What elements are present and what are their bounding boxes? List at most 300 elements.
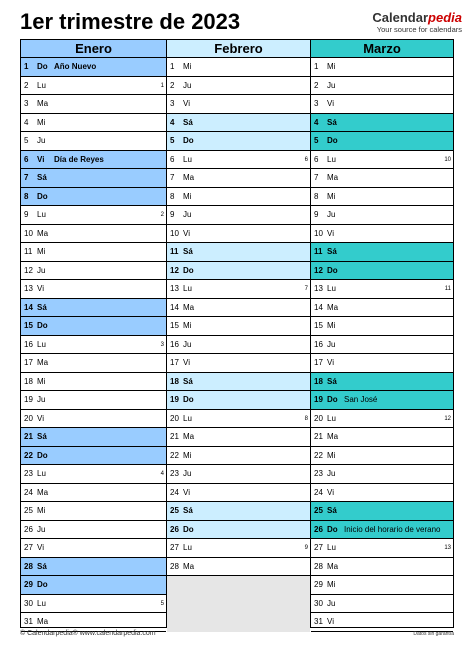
event-label: Día de Reyes: [54, 154, 104, 164]
weekday-label: Do: [37, 450, 48, 460]
day-number: 10: [170, 228, 179, 238]
day-number: 8: [24, 191, 29, 201]
day-number: 6: [24, 154, 29, 164]
logo-brand-part1: Calendar: [372, 10, 429, 25]
day-row: [311, 336, 453, 355]
day-row: [21, 299, 166, 318]
day-number: 2: [24, 80, 29, 90]
day-row: [311, 95, 453, 114]
logo-brand: [372, 10, 462, 25]
day-number: 10: [24, 228, 33, 238]
weekday-label: Lu: [37, 339, 46, 349]
day-row: [311, 206, 453, 225]
day-number: 12: [24, 265, 33, 275]
weekday-label: Vi: [327, 358, 334, 367]
day-row: [21, 114, 166, 133]
day-row: [21, 576, 166, 595]
day-row: [167, 336, 310, 355]
day-number: 8: [170, 191, 175, 201]
week-number: 7: [304, 286, 308, 292]
day-number: 20: [314, 413, 323, 423]
weekday-label: Mi: [327, 62, 336, 71]
week-number: 8: [304, 415, 308, 422]
day-row: [21, 410, 166, 429]
day-number: 3: [170, 99, 175, 108]
day-number: 28: [314, 561, 323, 571]
day-row: [311, 576, 453, 595]
weekday-label: Mi: [327, 580, 336, 589]
weekday-label: Vi: [37, 284, 44, 293]
weekday-label: Mi: [183, 191, 192, 201]
day-number: 29: [24, 580, 33, 589]
weekday-label: Do: [327, 395, 338, 404]
empty-days-filler: [167, 576, 310, 632]
day-row: [21, 317, 166, 336]
day-number: 4: [314, 117, 319, 127]
weekday-label: Vi: [183, 99, 190, 108]
day-row: [167, 539, 310, 558]
day-number: 18: [170, 376, 179, 386]
day-row: [167, 280, 310, 299]
day-row: [167, 299, 310, 318]
day-number: 18: [24, 376, 33, 386]
day-row: [311, 243, 453, 262]
day-row: [167, 132, 310, 151]
day-row: [21, 447, 166, 466]
weekday-label: Do: [183, 265, 194, 275]
weekday-label: Mi: [37, 506, 46, 515]
weekday-label: Ma: [327, 432, 339, 441]
day-row: [21, 280, 166, 299]
day-number: 24: [314, 487, 323, 497]
day-row: [21, 206, 166, 225]
day-row: [311, 502, 453, 521]
weekday-label: Sá: [183, 117, 193, 127]
day-row: [21, 391, 166, 410]
weekday-label: Sá: [327, 247, 337, 256]
day-row: [21, 595, 166, 614]
day-row: [311, 262, 453, 281]
week-number: 6: [304, 156, 308, 163]
day-row: [167, 317, 310, 336]
day-number: 4: [24, 117, 29, 127]
day-row: [311, 465, 453, 484]
weekday-label: Vi: [37, 154, 45, 164]
day-row: [311, 521, 453, 540]
weekday-label: Do: [37, 580, 48, 589]
day-number: 26: [24, 524, 33, 534]
day-number: 21: [314, 432, 323, 441]
week-number: 5: [160, 600, 164, 607]
day-number: 25: [170, 506, 179, 515]
day-row: [167, 151, 310, 170]
weekday-label: Vi: [183, 358, 190, 367]
day-row: [21, 428, 166, 447]
weekday-label: Vi: [183, 487, 190, 497]
day-row: [21, 243, 166, 262]
month-column-febrero: [166, 40, 310, 627]
day-row: [21, 521, 166, 540]
day-number: 1: [24, 62, 29, 71]
weekday-label: Mi: [327, 450, 336, 460]
day-number: 21: [24, 432, 33, 441]
day-number: 17: [314, 358, 323, 367]
day-number: 19: [24, 395, 33, 404]
day-number: 3: [24, 99, 29, 108]
weekday-label: Vi: [327, 99, 334, 108]
calendar-grid: [20, 39, 454, 628]
day-row: [21, 354, 166, 373]
day-number: 19: [170, 395, 179, 404]
day-number: 26: [314, 524, 323, 534]
day-row: [21, 558, 166, 577]
weekday-label: Ma: [37, 617, 49, 626]
day-row: [167, 169, 310, 188]
day-row: [311, 188, 453, 207]
weekday-label: Lu: [327, 543, 336, 552]
day-row: [311, 539, 453, 558]
day-row: [311, 280, 453, 299]
day-row: [21, 484, 166, 503]
day-number: 22: [24, 450, 33, 460]
day-row: [311, 428, 453, 447]
day-row: [167, 243, 310, 262]
week-number: 1: [160, 82, 164, 89]
weekday-label: Mi: [183, 450, 192, 460]
day-number: 17: [24, 358, 33, 367]
weekday-label: Mi: [37, 117, 46, 127]
weekday-label: Do: [183, 395, 194, 404]
week-number: 3: [160, 341, 164, 348]
day-number: 24: [170, 487, 179, 497]
day-number: 24: [24, 487, 33, 497]
weekday-label: Lu: [327, 284, 336, 293]
day-number: 2: [314, 80, 319, 90]
day-number: 21: [170, 432, 179, 441]
weekday-label: Vi: [327, 228, 334, 238]
day-number: 31: [314, 617, 323, 626]
day-row: [167, 502, 310, 521]
day-row: [167, 428, 310, 447]
weekday-label: Do: [327, 136, 338, 145]
day-row: [311, 77, 453, 96]
day-row: [21, 373, 166, 392]
weekday-label: Lu: [37, 210, 46, 219]
weekday-label: Lu: [37, 469, 46, 478]
day-number: 5: [24, 136, 29, 145]
day-number: 30: [314, 598, 323, 608]
day-number: 6: [170, 154, 175, 164]
day-row: [167, 521, 310, 540]
day-row: [21, 225, 166, 244]
weekday-label: Sá: [37, 173, 47, 182]
day-number: 19: [314, 395, 323, 404]
day-number: 31: [24, 617, 33, 626]
day-row: [21, 77, 166, 96]
day-number: 28: [24, 561, 33, 571]
weekday-label: Ma: [37, 99, 49, 108]
weekday-label: Lu: [327, 413, 336, 423]
weekday-label: Ma: [327, 173, 339, 182]
weekday-label: Ju: [327, 339, 336, 349]
day-row: [311, 595, 453, 614]
day-number: 23: [170, 469, 179, 478]
weekday-label: Do: [327, 524, 338, 534]
weekday-label: Mi: [327, 321, 336, 330]
weekday-label: Do: [37, 321, 48, 330]
weekday-label: Sá: [183, 376, 193, 386]
day-number: 4: [170, 117, 175, 127]
day-number: 26: [170, 524, 179, 534]
weekday-label: Lu: [183, 413, 192, 423]
weekday-label: Sá: [327, 506, 337, 515]
weekday-label: Ma: [37, 487, 49, 497]
day-row: [167, 262, 310, 281]
day-number: 15: [170, 321, 179, 330]
week-number: 4: [160, 471, 164, 477]
day-number: 7: [170, 173, 175, 182]
day-row: [21, 539, 166, 558]
day-row: [167, 188, 310, 207]
day-row: [21, 613, 166, 632]
weekday-label: Ma: [37, 228, 49, 238]
weekday-label: Ju: [37, 524, 46, 534]
weekday-label: Ju: [327, 598, 336, 608]
day-row: [167, 447, 310, 466]
weekday-label: Sá: [327, 117, 337, 127]
day-row: [311, 613, 453, 632]
day-row: [21, 465, 166, 484]
day-number: 18: [314, 376, 323, 386]
day-number: 1: [314, 62, 319, 71]
weekday-label: Ju: [327, 469, 336, 478]
weekday-label: Ju: [327, 80, 336, 90]
day-number: 11: [24, 247, 33, 256]
weekday-label: Sá: [37, 302, 47, 312]
week-number: 9: [304, 545, 308, 551]
day-row: [311, 558, 453, 577]
day-row: [21, 336, 166, 355]
day-number: 6: [314, 154, 319, 164]
day-number: 23: [314, 469, 323, 478]
month-header: Enero: [21, 40, 166, 58]
day-number: 22: [314, 450, 323, 460]
day-row: [311, 58, 453, 77]
event-label: Año Nuevo: [54, 62, 97, 71]
day-number: 5: [314, 136, 319, 145]
day-row: [311, 410, 453, 429]
weekday-label: Ma: [183, 561, 195, 571]
day-number: 28: [170, 561, 179, 571]
day-number: 5: [170, 136, 175, 145]
day-row: [311, 373, 453, 392]
day-row: [311, 391, 453, 410]
weekday-label: Vi: [37, 413, 44, 423]
day-row: [21, 502, 166, 521]
day-row: [21, 58, 166, 77]
day-number: 13: [314, 284, 323, 293]
day-number: 7: [24, 173, 29, 182]
weekday-label: Ju: [183, 339, 192, 349]
calendarpedia-logo: [372, 10, 462, 34]
day-number: 16: [24, 339, 33, 349]
day-number: 22: [170, 450, 179, 460]
day-number: 3: [314, 99, 319, 108]
day-row: [21, 151, 166, 170]
weekday-label: Lu: [327, 154, 336, 164]
day-row: [21, 169, 166, 188]
weekday-label: Ma: [183, 173, 195, 182]
weekday-label: Ju: [37, 136, 46, 145]
weekday-label: Mi: [183, 62, 192, 71]
day-row: [311, 484, 453, 503]
weekday-label: Ju: [327, 210, 336, 219]
day-row: [311, 151, 453, 170]
logo-brand-part2: pedia: [428, 10, 462, 25]
day-number: 23: [24, 469, 33, 478]
month-column-enero: [21, 40, 166, 627]
weekday-label: Lu: [37, 598, 46, 608]
day-row: [167, 410, 310, 429]
day-row: [167, 77, 310, 96]
weekday-label: Ma: [183, 432, 195, 441]
day-number: 11: [170, 247, 179, 256]
weekday-label: Ju: [183, 469, 192, 478]
day-row: [167, 58, 310, 77]
day-number: 7: [314, 173, 319, 182]
day-number: 9: [24, 210, 29, 219]
day-row: [21, 262, 166, 281]
day-number: 20: [24, 413, 33, 423]
day-row: [167, 484, 310, 503]
day-number: 16: [170, 339, 179, 349]
day-number: 12: [314, 265, 323, 275]
weekday-label: Do: [183, 136, 194, 145]
logo-tagline: Your source for calendars: [376, 25, 462, 34]
day-number: 9: [314, 210, 319, 219]
day-number: 14: [314, 302, 323, 312]
weekday-label: Do: [327, 265, 338, 275]
day-row: [167, 114, 310, 133]
footer-copyright: © Calendarpedia® www.calendarpedia.com: [20, 630, 156, 637]
day-row: [311, 354, 453, 373]
weekday-label: Do: [37, 62, 48, 71]
day-row: [21, 188, 166, 207]
day-row: [167, 225, 310, 244]
day-number: 29: [314, 580, 323, 589]
day-number: 8: [314, 191, 319, 201]
day-number: 17: [170, 358, 179, 367]
week-number: 11: [444, 286, 451, 292]
weekday-label: Mi: [327, 191, 336, 201]
month-column-marzo: [310, 40, 453, 627]
page-title: 1er trimestre de 2023: [20, 9, 241, 34]
weekday-label: Vi: [183, 228, 190, 238]
weekday-label: Ju: [183, 80, 192, 90]
day-number: 27: [170, 543, 179, 552]
day-row: [167, 558, 310, 577]
weekday-label: Ma: [183, 302, 195, 312]
weekday-label: Vi: [37, 543, 44, 552]
footer-disclaimer: Datos sin garantía: [413, 631, 454, 637]
month-header: Marzo: [311, 40, 453, 58]
day-number: 2: [170, 80, 175, 90]
month-header: Febrero: [167, 40, 310, 58]
week-number: 12: [444, 415, 451, 422]
day-row: [167, 373, 310, 392]
day-number: 13: [24, 284, 33, 293]
day-number: 13: [170, 284, 179, 293]
weekday-label: Vi: [327, 487, 334, 497]
day-number: 1: [170, 62, 175, 71]
day-number: 14: [24, 302, 33, 312]
weekday-label: Lu: [183, 543, 192, 552]
day-number: 20: [170, 413, 179, 423]
day-row: [311, 169, 453, 188]
day-number: 15: [24, 321, 33, 330]
weekday-label: Ma: [327, 302, 339, 312]
weekday-label: Ju: [37, 395, 46, 404]
weekday-label: Sá: [183, 506, 193, 515]
weekday-label: Ju: [37, 265, 46, 275]
day-number: 25: [24, 506, 33, 515]
day-number: 12: [170, 265, 179, 275]
week-number: 13: [444, 545, 451, 551]
weekday-label: Mi: [37, 376, 46, 386]
day-row: [167, 391, 310, 410]
day-row: [21, 132, 166, 151]
weekday-label: Sá: [37, 561, 47, 571]
week-number: 2: [160, 212, 164, 218]
weekday-label: Sá: [37, 432, 47, 441]
day-row: [311, 317, 453, 336]
day-number: 25: [314, 506, 323, 515]
weekday-label: Ma: [37, 358, 49, 367]
event-label: Inicio del horario de verano: [344, 524, 441, 534]
day-number: 15: [314, 321, 323, 330]
week-number: 10: [444, 156, 451, 163]
day-row: [167, 206, 310, 225]
weekday-label: Lu: [183, 154, 192, 164]
weekday-label: Lu: [37, 80, 46, 90]
day-row: [21, 95, 166, 114]
day-row: [167, 465, 310, 484]
day-row: [167, 95, 310, 114]
event-label: San José: [344, 395, 378, 404]
day-row: [311, 114, 453, 133]
weekday-label: Ju: [183, 210, 192, 219]
day-number: 27: [314, 543, 323, 552]
weekday-label: Sá: [183, 247, 193, 256]
day-number: 10: [314, 228, 323, 238]
weekday-label: Ma: [327, 561, 339, 571]
day-number: 30: [24, 598, 33, 608]
weekday-label: Do: [183, 524, 194, 534]
weekday-label: Vi: [327, 617, 334, 626]
weekday-label: Mi: [37, 247, 46, 256]
day-row: [311, 132, 453, 151]
day-number: 16: [314, 339, 323, 349]
weekday-label: Sá: [327, 376, 337, 386]
weekday-label: Lu: [183, 284, 192, 293]
day-row: [311, 299, 453, 318]
day-number: 9: [170, 210, 175, 219]
day-row: [311, 447, 453, 466]
weekday-label: Mi: [183, 321, 192, 330]
day-number: 11: [314, 247, 323, 256]
day-row: [311, 225, 453, 244]
day-number: 14: [170, 302, 179, 312]
